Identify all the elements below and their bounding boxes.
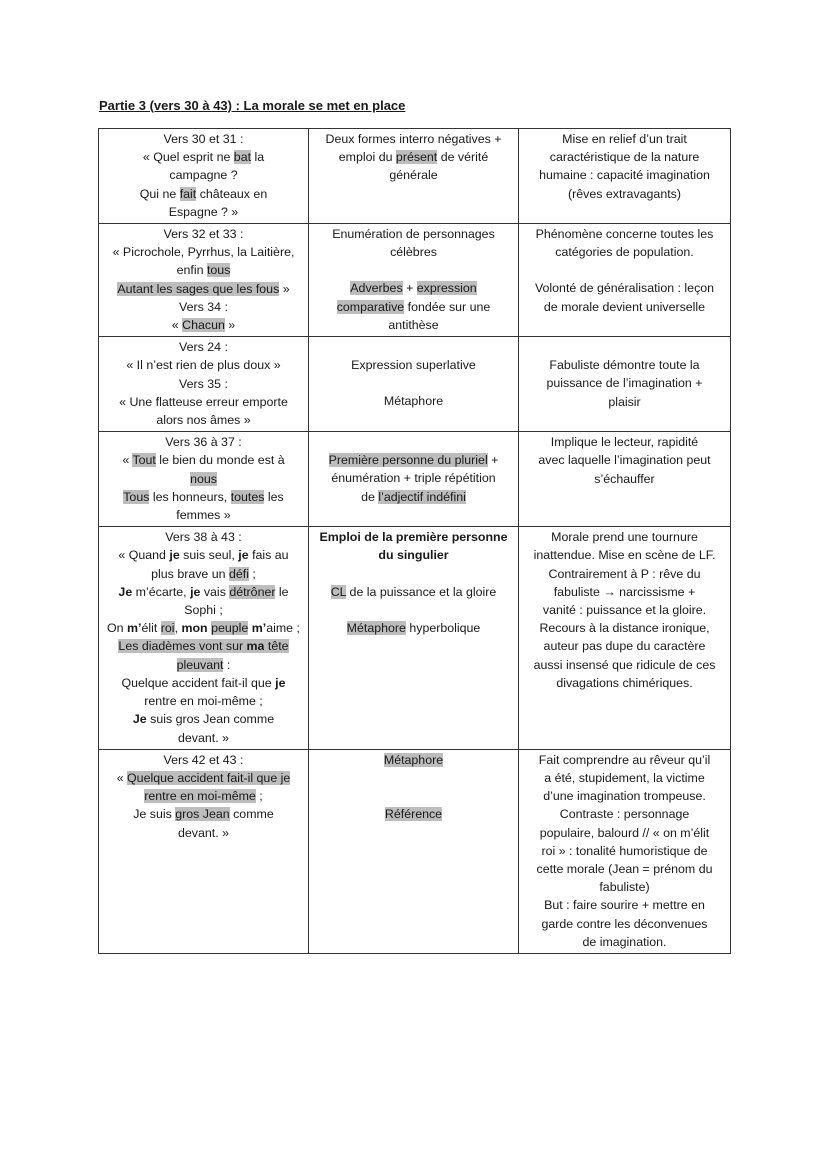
cell-line [524, 243, 725, 261]
cell-line [314, 374, 513, 392]
highlighted-text: Tous [123, 489, 150, 504]
cell-line [524, 933, 725, 951]
cell-text: Vers 35 : [179, 376, 228, 391]
cell-line [524, 433, 725, 451]
cell-text: alors nos âmes » [156, 413, 251, 428]
quotation-cell [99, 337, 309, 432]
cell-line [104, 528, 303, 546]
cell-line [314, 805, 513, 823]
cell-text: Volonté de généralisation : leçon [534, 281, 715, 296]
cell-line [104, 225, 303, 243]
cell-line [104, 451, 303, 469]
cell-text: d’une imagination trompeuse. [543, 789, 706, 804]
cell-line [524, 656, 725, 674]
bold-text: je [169, 548, 180, 563]
cell-text: Phénomène concerne toutes les [535, 227, 714, 242]
cell-text: les honneurs, [149, 489, 231, 504]
cell-line [524, 805, 725, 823]
highlighted-text: expression [416, 281, 477, 296]
cell-line [314, 316, 513, 334]
cell-line [524, 130, 725, 148]
highlighted-text: Autant les sages que les fous [117, 281, 280, 296]
cell-line [104, 546, 303, 564]
technique-cell [309, 337, 519, 432]
cell-line [104, 751, 303, 769]
cell-line [524, 451, 725, 469]
cell-text: Fait comprendre au rêveur qu’il [538, 752, 711, 767]
cell-line [524, 878, 725, 896]
technique-cell [309, 129, 519, 224]
cell-text: auteur pas dupe du caractère [543, 639, 706, 654]
bold-text: m’ [251, 621, 267, 636]
highlighted-text: Chacun [182, 318, 225, 333]
cell-line [104, 637, 303, 655]
cell-text: Enumération de personnages [332, 227, 495, 242]
cell-text: fondée sur une [404, 299, 491, 314]
cell-text: ; [248, 566, 256, 581]
cell-line [104, 130, 303, 148]
table-row [99, 432, 731, 527]
cell-line [524, 842, 725, 860]
cell-line [104, 488, 303, 506]
cell-text: la [251, 150, 265, 165]
cell-line [524, 751, 725, 769]
cell-line [524, 674, 725, 692]
cell-line [104, 805, 303, 823]
cell-line [314, 546, 513, 564]
highlighted-text: bat [233, 150, 252, 165]
cell-text: « Picrochole, Pyrrhus, la Laitière, [112, 245, 295, 260]
cell-text: de [361, 489, 379, 504]
bold-text: du singulier [378, 548, 449, 563]
cell-text: emploi du [338, 150, 396, 165]
cell-line [314, 488, 513, 506]
cell-line [314, 338, 513, 356]
quotation-cell [99, 432, 309, 527]
cell-text: châteaux en [196, 186, 268, 201]
cell-line [314, 298, 513, 316]
cell-text: , [174, 621, 182, 636]
cell-text: comme [229, 807, 274, 822]
cell-text: cette morale (Jean = prénom du [536, 861, 713, 876]
cell-line [524, 166, 725, 184]
cell-line [314, 751, 513, 769]
cell-line [314, 565, 513, 583]
cell-text: le [275, 584, 289, 599]
cell-text: On [107, 621, 128, 636]
cell-line [104, 583, 303, 601]
cell-text: Implique le lecteur, rapidité [550, 435, 699, 450]
cell-line [104, 356, 303, 374]
cell-line [104, 787, 303, 805]
analysis-table-body [99, 129, 731, 954]
cell-line [104, 470, 303, 488]
cell-line [104, 433, 303, 451]
cell-text: a été, stupidement, la victime [544, 770, 705, 785]
cell-text: générale [389, 168, 438, 183]
cell-text: les [264, 489, 284, 504]
quotation-cell [99, 749, 309, 953]
cell-line [314, 356, 513, 374]
technique-cell [309, 527, 519, 749]
cell-line [314, 769, 513, 787]
bold-text: je [190, 584, 201, 599]
cell-line [104, 316, 303, 334]
cell-text: vais [200, 584, 230, 599]
interpretation-cell [519, 527, 731, 749]
cell-line [104, 692, 303, 710]
interpretation-cell [519, 129, 731, 224]
table-row [99, 527, 731, 749]
quotation-cell [99, 129, 309, 224]
table-row [99, 749, 731, 953]
cell-text: élit [141, 621, 161, 636]
highlighted-text: CL [330, 584, 347, 599]
table-row [99, 224, 731, 337]
cell-text: » [224, 318, 236, 333]
cell-line [314, 469, 513, 487]
cell-line [524, 374, 725, 392]
highlighted-text: nous [190, 471, 217, 486]
interpretation-cell [519, 224, 731, 337]
cell-text: But : faire sourire + mettre en [544, 898, 705, 913]
cell-text: fabuliste) [599, 880, 650, 895]
cell-line [524, 896, 725, 914]
cell-text: Vers 42 et 43 : [163, 752, 244, 767]
cell-text: vanité : puissance et la gloire. [542, 603, 707, 618]
cell-line [524, 261, 725, 279]
cell-text: antithèse [388, 317, 439, 332]
cell-text: (rêves extravagants) [568, 186, 681, 201]
highlighted-text: comparative [336, 299, 405, 314]
cell-line [524, 637, 725, 655]
cell-line [104, 619, 303, 637]
cell-text: roi » : tonalité humoristique de [541, 843, 708, 858]
analysis-table [98, 128, 731, 954]
cell-line [104, 298, 303, 316]
highlighted-text: Première personne du pluriel [328, 453, 488, 468]
cell-text: enfin [176, 263, 207, 278]
quotation-cell [99, 527, 309, 749]
cell-line [524, 338, 725, 356]
cell-line [524, 298, 725, 316]
cell-text: Vers 34 : [179, 299, 228, 314]
bold-text: Emploi de la première personne [319, 530, 508, 545]
cell-line [314, 392, 513, 410]
cell-line [524, 225, 725, 243]
cell-line [314, 279, 513, 297]
cell-text: + [487, 453, 499, 468]
cell-line [314, 433, 513, 451]
highlighted-text: gros Jean [175, 807, 230, 822]
cell-line [314, 619, 513, 637]
cell-text: « Une flatteuse erreur emporte [119, 394, 288, 409]
highlighted-text: Métaphore [383, 752, 444, 767]
cell-text: Vers 24 : [179, 340, 228, 355]
highlighted-text: Adverbes [350, 281, 403, 296]
bold-text: Je [132, 712, 147, 727]
cell-line [524, 356, 725, 374]
technique-cell [309, 224, 519, 337]
cell-line [524, 769, 725, 787]
cell-line [524, 470, 725, 488]
cell-text: « Quel esprit ne [142, 150, 234, 165]
cell-line [104, 203, 303, 221]
cell-text: Contraste : personnage [559, 807, 690, 822]
cell-text: fais au [248, 548, 289, 563]
cell-text: devant. » [178, 825, 229, 840]
cell-text: avec laquelle l’imagination peut [538, 453, 711, 468]
cell-text: Espagne ? » [168, 204, 239, 219]
bold-text: mon [181, 621, 208, 636]
highlighted-text: pleuvant [176, 657, 224, 672]
highlighted-text: l’adjectif indéfini [378, 489, 466, 504]
cell-text: : [223, 657, 231, 672]
highlighted-text: Métaphore [346, 620, 406, 635]
interpretation-cell [519, 749, 731, 953]
cell-text: humaine : capacité imagination [539, 168, 710, 183]
cell-line [524, 583, 725, 601]
cell-line [104, 601, 303, 619]
highlighted-text: fait [179, 186, 197, 201]
cell-line [524, 824, 725, 842]
cell-text: le bien du monde est à [155, 453, 285, 468]
cell-text: aime ; [266, 621, 300, 636]
cell-line [104, 280, 303, 298]
highlighted-text: tous [206, 263, 231, 278]
cell-text: Fabuliste démontre toute la [549, 358, 700, 373]
highlighted-text: Référence [384, 806, 443, 821]
cell-line [524, 787, 725, 805]
cell-line [104, 824, 303, 842]
cell-line [314, 261, 513, 279]
cell-line [524, 148, 725, 166]
highlighted-text: rentre en moi-même [144, 789, 256, 804]
bold-text: Je [118, 584, 133, 599]
cell-text: Métaphore [383, 394, 444, 409]
cell-text: puissance de l’imagination + [546, 376, 703, 391]
cell-line [524, 528, 725, 546]
cell-text: Qui ne [139, 186, 180, 201]
cell-line [314, 583, 513, 601]
cell-text: « [122, 453, 133, 468]
cell-line [524, 860, 725, 878]
cell-text: énumération + triple répétition [331, 471, 496, 486]
cell-text: garde contre les déconvenues [541, 916, 708, 931]
cell-text: femmes » [176, 508, 231, 523]
cell-text: rentre en moi-même ; [144, 694, 263, 709]
highlighted-text: ma [246, 639, 265, 654]
cell-text: « [116, 770, 128, 785]
cell-text: célèbres [390, 245, 437, 260]
cell-line [314, 528, 513, 546]
cell-line [104, 338, 303, 356]
cell-text: + [402, 281, 417, 296]
highlighted-text: détrôner [229, 584, 276, 599]
cell-line [524, 915, 725, 933]
bold-text: je [238, 548, 249, 563]
cell-line [104, 656, 303, 674]
cell-text: suis gros Jean comme [146, 712, 275, 727]
highlighted-text: toutes [230, 489, 265, 504]
cell-line [524, 185, 725, 203]
cell-text: Vers 32 et 33 : [163, 227, 244, 242]
cell-line [314, 787, 513, 805]
cell-text: Vers 30 et 31 : [163, 132, 244, 146]
quotation-cell [99, 224, 309, 337]
cell-line [104, 393, 303, 411]
interpretation-cell [519, 432, 731, 527]
cell-line [104, 674, 303, 692]
cell-text: Mise en relief d’un trait [562, 132, 687, 146]
cell-text: aussi insensé que ridicule de ces [533, 657, 716, 672]
highlighted-text: présent [395, 150, 438, 165]
cell-text: plus brave un [151, 566, 229, 581]
cell-line [524, 546, 725, 564]
cell-text: inattendue. Mise en scène de LF. [533, 548, 716, 563]
cell-line [104, 729, 303, 747]
cell-line [524, 565, 725, 583]
cell-line [104, 506, 303, 524]
cell-text: devant. » [178, 730, 229, 745]
highlighted-text: Quelque accident fait-il que je [127, 770, 291, 785]
table-row [99, 337, 731, 432]
cell-line [314, 130, 513, 148]
interpretation-cell [519, 337, 731, 432]
bold-text: m’ [127, 621, 142, 636]
cell-text: Morale prend une tournure [551, 530, 698, 545]
table-row [99, 129, 731, 224]
cell-text: Vers 38 à 43 : [165, 530, 242, 545]
cell-text: de la puissance et la gloire [346, 584, 497, 599]
cell-text: Recours à la distance ironique, [539, 621, 710, 636]
highlighted-text: peuple [211, 621, 249, 636]
cell-line [314, 225, 513, 243]
cell-text: ; [255, 789, 263, 804]
highlighted-text: défi [228, 566, 249, 581]
cell-text: de imagination. [582, 934, 667, 949]
cell-text: Vers 36 à 37 : [165, 435, 242, 450]
cell-line [104, 261, 303, 279]
cell-text: caractéristique de la nature [549, 150, 700, 165]
cell-line [524, 279, 725, 297]
highlighted-text: Tout [132, 453, 156, 468]
cell-line [104, 185, 303, 203]
cell-line [104, 411, 303, 429]
highlighted-text: Les diadèmes vont sur [118, 639, 247, 654]
technique-cell [309, 432, 519, 527]
cell-line [104, 148, 303, 166]
cell-text: divagations chimériques. [556, 675, 693, 690]
cell-text: de morale devient universelle [543, 299, 706, 314]
cell-line [524, 393, 725, 411]
cell-text: Je suis [133, 807, 176, 822]
cell-line [104, 166, 303, 184]
cell-text: suis seul, [179, 548, 239, 563]
technique-cell [309, 749, 519, 953]
cell-text: Sophi ; [184, 603, 223, 618]
cell-text: » [279, 281, 290, 296]
cell-line [104, 565, 303, 583]
cell-line [524, 601, 725, 619]
cell-text: Expression superlative [351, 358, 476, 373]
cell-text: « Il n’est rien de plus doux » [126, 358, 281, 373]
cell-text: populaire, balourd // « on m’élit [539, 825, 710, 840]
cell-text: m’écarte, [132, 584, 191, 599]
cell-line [314, 166, 513, 184]
cell-text: de vérité [437, 150, 489, 165]
cell-text: « [171, 318, 183, 333]
section-title: Partie 3 (vers 30 à 43) : La morale se met en place [99, 98, 406, 113]
cell-text: catégories de population. [555, 245, 694, 260]
cell-line [314, 148, 513, 166]
cell-text: Deux formes interro négatives + [325, 132, 502, 146]
highlighted-text: roi [160, 621, 175, 636]
cell-text: campagne ? [169, 168, 238, 183]
cell-line [314, 451, 513, 469]
cell-line [104, 769, 303, 787]
cell-text: s’échauffer [594, 471, 655, 486]
cell-line [104, 710, 303, 728]
bold-text: je [275, 675, 286, 690]
cell-line [314, 601, 513, 619]
cell-line [104, 243, 303, 261]
cell-text: plaisir [608, 394, 641, 409]
cell-text: hyperbolique [405, 620, 481, 635]
highlighted-text: tête [264, 639, 289, 654]
cell-text: Quelque accident fait-il que [121, 675, 276, 690]
cell-text: Contrairement à P : rêve du [548, 566, 701, 581]
cell-line [524, 619, 725, 637]
cell-line [314, 243, 513, 261]
cell-line [104, 375, 303, 393]
cell-text: « Quand [118, 548, 170, 563]
cell-text: fabuliste → narcissisme + [553, 584, 696, 599]
